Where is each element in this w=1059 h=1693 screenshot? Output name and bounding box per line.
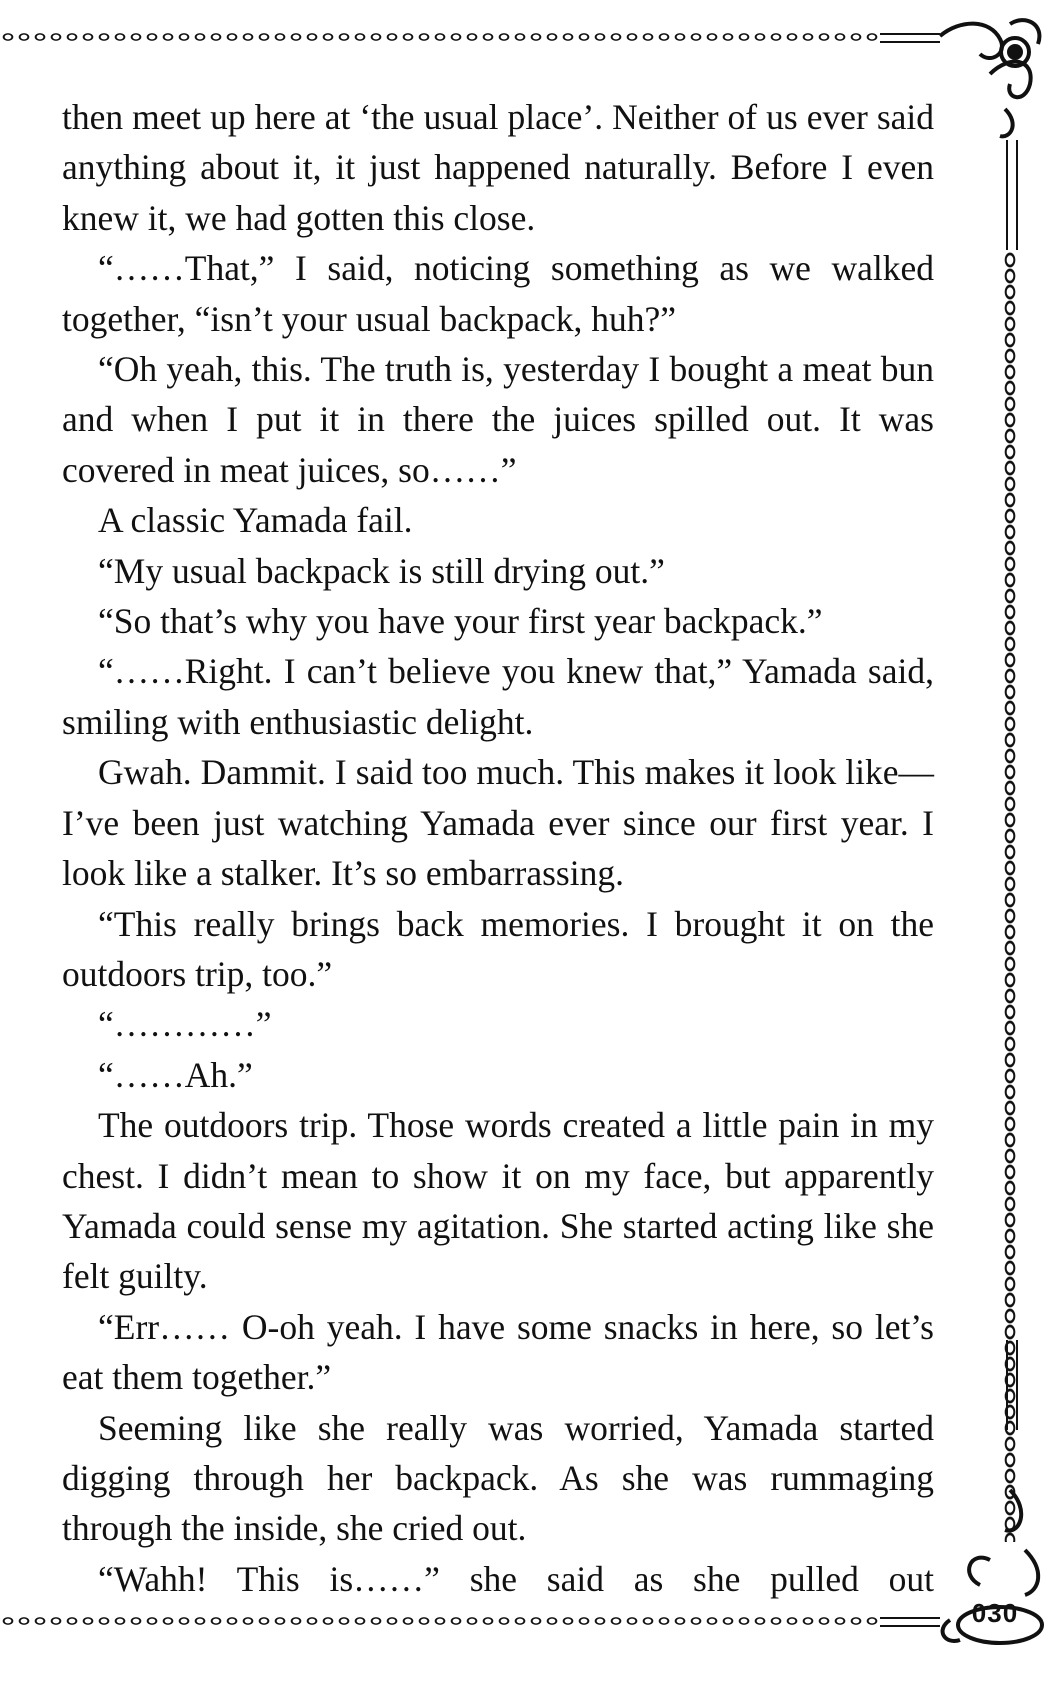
paragraph: “……Ah.” [98,1054,253,1095]
paragraph: “……Right. I can’t believe you knew that,” Yamada said, smiling with enthusiastic delight. [62,651,934,742]
right-rod-bottom [1006,1340,1018,1430]
paragraph: “This really brings back memories. I brought it on the outdoors trip, too.” [62,903,934,994]
page-number: 030 [971,1598,1019,1628]
paragraph: The outdoors trip. Those words created a little pain in my chest. I didn’t mean to show it on my face, but apparently Yamada could sense my agitation. She started acting like she felt guilty. [62,1105,934,1297]
paragraph: then meet up here at ‘the usual place’. Neither of us ever said anything about it, it just happened naturally. Before I even knew it, we had gotten this close. [62,97,934,238]
fleur-scroll-icon [930,14,1050,144]
paragraph: “Err…… O-oh yeah. I have some snacks in here, so let’s eat them together.” [62,1306,934,1398]
paragraph: “……That,” I said, noticing something as we walked together, “isn’t your usual backpack, huh?” [62,248,934,339]
paragraph: “Wahh! This is……” she said as she pulled out [98,1558,934,1599]
paragraph: “Oh yeah, this. The truth is, yesterday I bought a meat bun and when I put it in there the juices spilled out. It was covered in meat juices, so……” [62,349,934,490]
paragraph: “So that’s why you have your first year backpack.” [98,601,823,642]
top-chain-border [0,30,880,44]
paragraph: “…………” [98,1004,272,1045]
right-rod-top [1006,140,1018,250]
novel-page-text [62,92,934,1604]
paragraph: “My usual backpack is still drying out.” [98,550,665,591]
paragraph: Seeming like she really was worried, Yamada started digging through her backpack. As she was rummaging through the inside, she cried out. [62,1407,934,1549]
paragraph: A classic Yamada fail. [98,500,413,541]
bottom-chain-border [0,1614,880,1628]
paragraph: Gwah. Dammit. I said too much. This makes it look like— I’ve been just watching Yamada ever since our first year. I look like a stalker. It’s so embarrassing. [62,752,934,894]
